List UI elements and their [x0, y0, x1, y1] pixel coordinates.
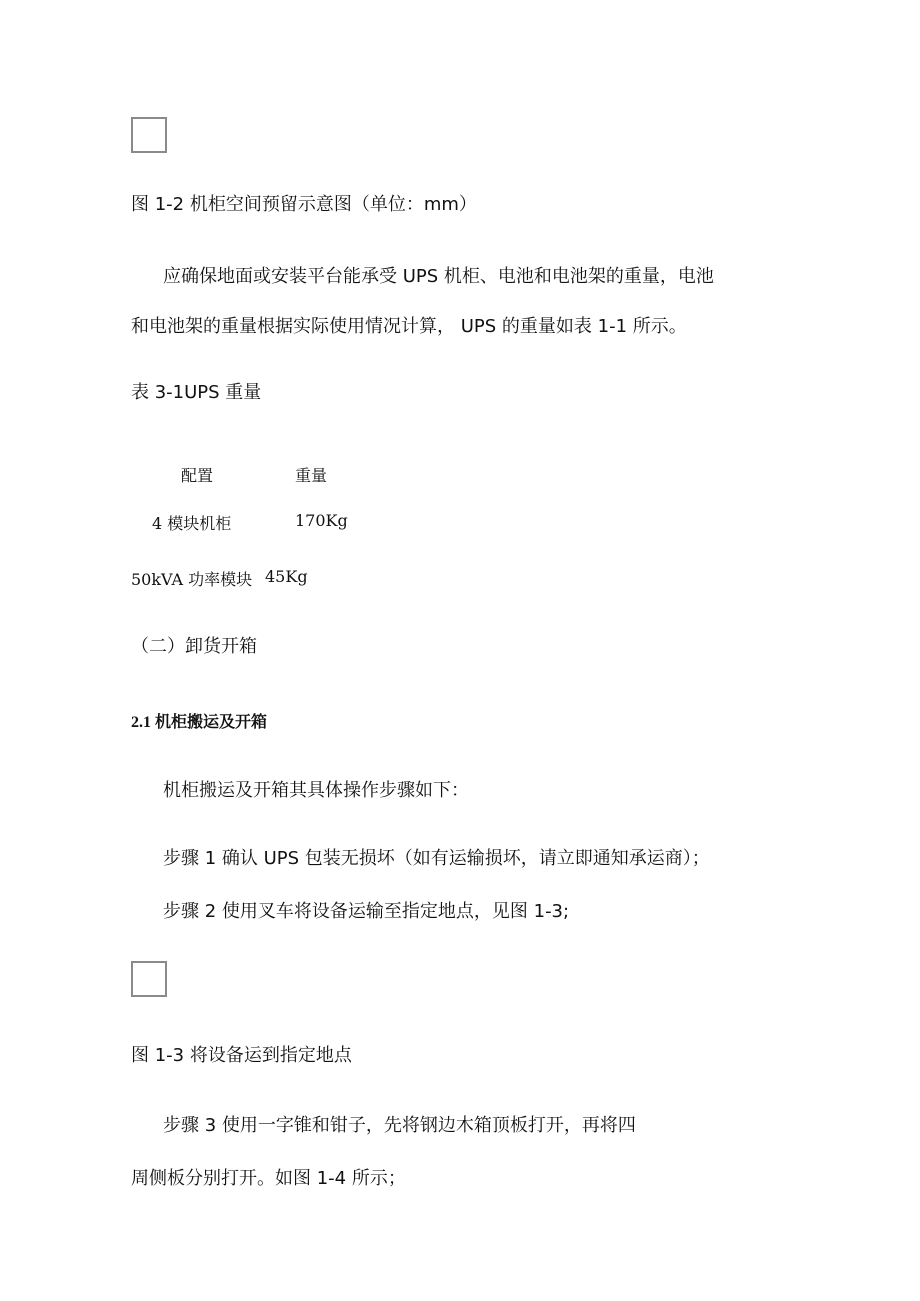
table-header-weight: 重量 — [295, 466, 328, 485]
section-2-heading: （二）卸货开箱 — [131, 636, 257, 657]
figure-1-3-caption: 图 1-3 将设备运到指定地点 — [131, 1045, 352, 1066]
figure-1-3-image — [131, 961, 167, 997]
table-header-config: 配置 — [181, 466, 214, 485]
step-2: 步骤 2 使用叉车将设备运输至指定地点，见图 1-3; — [163, 901, 570, 922]
step-1: 步骤 1 确认 UPS 包装无损坏（如有运输损坏，请立即通知承运商）； — [163, 848, 710, 869]
step-3-line-2: 周侧板分别打开。如图 1-4 所示； — [131, 1168, 406, 1189]
step-3-line-1: 步骤 3 使用一字锥和钳子，先将钢边木箱顶板打开，再将四 — [163, 1115, 636, 1136]
paragraph-line-2: 和电池架的重量根据实际使用情况计算， UPS 的重量如表 1-1 所示。 — [131, 316, 687, 337]
section-2-1-heading: 2.1 机柜搬运及开箱 — [131, 714, 268, 731]
table-row-1-weight: 170Kg — [295, 511, 348, 530]
table-row-2-config: 50kVA 功率模块 — [131, 570, 253, 589]
table-title: 表 3-1UPS 重量 — [131, 382, 262, 403]
figure-1-2-image — [131, 117, 167, 153]
table-row-2-weight: 45Kg — [265, 567, 308, 586]
figure-1-2-caption: 图 1-2 机柜空间预留示意图（单位：mm） — [131, 194, 477, 215]
paragraph-line-1: 应确保地面或安装平台能承受 UPS 机柜、电池和电池架的重量，电池 — [163, 266, 714, 287]
table-row-1-config: 4 模块机柜 — [152, 514, 232, 533]
section-2-1-intro: 机柜搬运及开箱其具体操作步骤如下： — [163, 780, 469, 801]
